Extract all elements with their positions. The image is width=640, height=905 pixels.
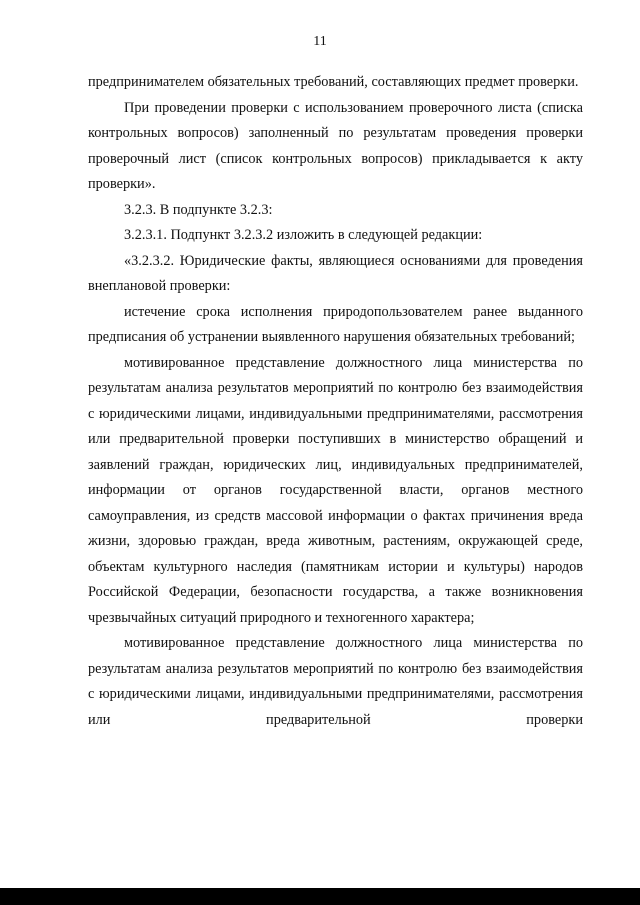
paragraph-continuation: предпринимателем обязательных требований, составляющих предмет проверки. <box>88 74 579 90</box>
paragraph-motivated-submission-1: мотивированное представление должностного лица министерства по результатам анализа результатов мероприятий по контролю без взаимодействия с юридическими лицами, индивидуальными предпринимателями, рассмотрения или предварительной проверки поступивших в министерство обращений и заявлений граждан, юридических лиц, индивидуальных предпринимателей, информации от органов государственной власти, органов местного самоуправления, из средств массовой информации о фактах причинения вреда жизни, здоровью граждан, вреда животным, растениям, окружающей среде, объектам культурного наследия (памятникам истории и культуры) народов Российской Федерации, безопасности государства, а также возникновения чрезвычайных ситуаций природного и техногенного характера; <box>88 354 583 626</box>
paragraph-subsection-3-2-3: 3.2.3. В подпункте 3.2.3: <box>124 201 273 218</box>
paragraph-motivated-submission-2: мотивированное представление должностного лица министерства по результатам анализа результатов мероприятий по контролю без взаимодействия с юридическими лицами, индивидуальными предпринимателями, рассмотрения или предварительной проверки <box>88 635 583 728</box>
paragraph-checklist: При проведении проверки с использованием проверочного листа (списка контрольных вопросов) заполненный по результатам проведения проверки проверочный лист (список контрольных вопросов) прикладывается к акту проверки». <box>88 99 583 192</box>
paragraph-subsection-3-2-3-1: 3.2.3.1. Подпункт 3.2.3.2 изложить в следующей редакции: <box>124 227 483 243</box>
scan-bottom-border <box>0 888 640 905</box>
paragraph-legal-facts: «3.2.3.2. Юридические факты, являющиеся основаниями для проведения внеплановой проверки: <box>88 252 583 294</box>
page-number: 11 <box>313 34 327 49</box>
paragraph-deadline-expiry: истечение срока исполнения природопользователем ранее выданного предписания об устранении выявленного нарушения обязательных требований; <box>88 303 583 345</box>
document-body <box>88 70 583 733</box>
